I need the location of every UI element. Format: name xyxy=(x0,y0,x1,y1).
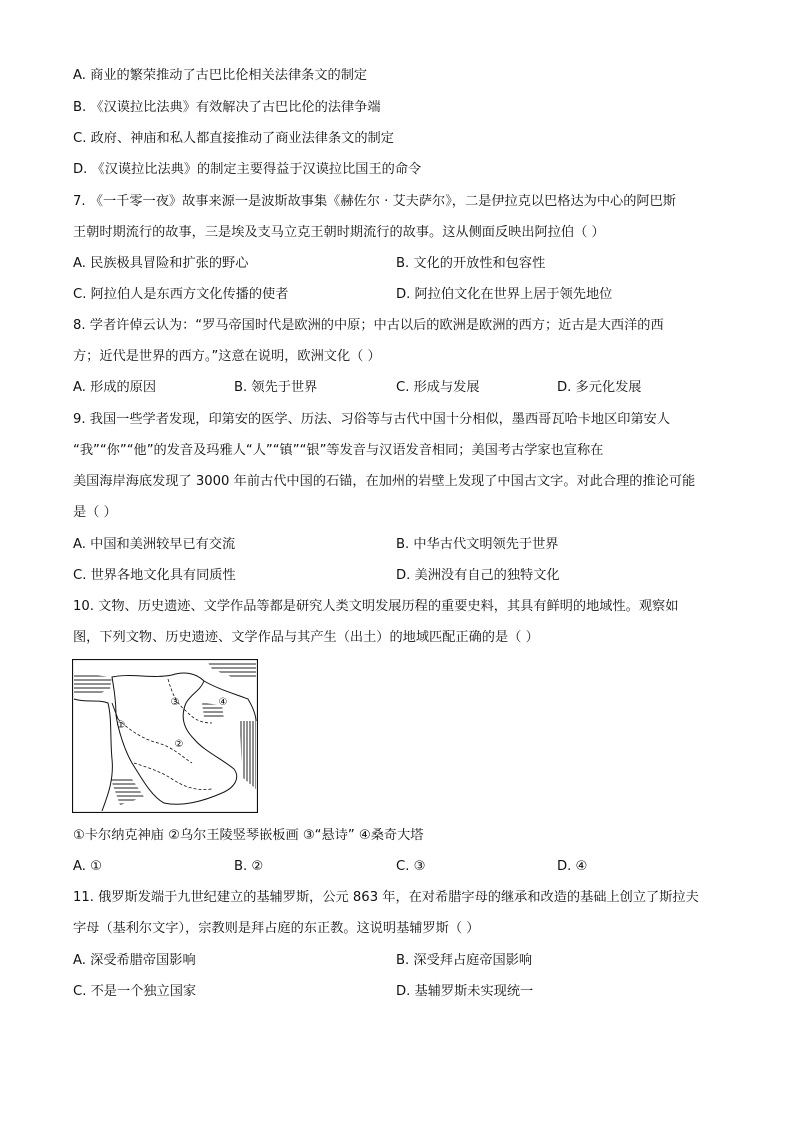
q9-stem-line-2: “我”“你”“他”的发音及玛雅人“人”“镇”“银”等发音与汉语发音相同；美国考古学家也宣称在 xyxy=(73,443,604,458)
q8-option-d: D. 多元化发展 xyxy=(557,380,642,395)
q10-option-a: A. ① xyxy=(73,859,102,874)
q7-stem-line-2: 王朝时期流行的故事，三是埃及支马立克王朝时期流行的故事。这从侧面反映出阿拉伯（ ） xyxy=(73,225,605,240)
q10-option-c: C. ③ xyxy=(396,859,426,874)
q6-option-c: C. 政府、神庙和私人都直接推动了商业法律条文的制定 xyxy=(73,131,394,146)
map-label-4: ④ xyxy=(218,697,228,708)
q10-stem-line-1: 10. 文物、历史遗迹、文学作品等都是研究人类文明发展历程的重要史料，其具有鲜明的地域性。观察如 xyxy=(73,599,679,614)
q10-option-d: D. ④ xyxy=(557,859,588,874)
q8-stem-line-1: 8. 学者许倬云认为：“罗马帝国时代是欧洲的中原；中古以后的欧洲是欧洲的西方；近古是大西洋的西 xyxy=(73,318,664,333)
q11-option-c: C. 不是一个独立国家 xyxy=(73,984,197,999)
q11-option-a: A. 深受希腊帝国影响 xyxy=(73,953,196,968)
q9-option-c: C. 世界各地文化具有同质性 xyxy=(73,568,236,583)
q11-option-b: B. 深受拜占庭帝国影响 xyxy=(396,953,533,968)
q6-option-a: A. 商业的繁荣推动了古巴比伦相关法律条文的制定 xyxy=(73,68,368,83)
q11-stem-line-2: 字母（基利尔文字），宗教则是拜占庭的东正教。这说明基辅罗斯（ ） xyxy=(73,921,480,936)
q9-stem-line-3: 美国海岸海底发现了 3000 年前古代中国的石锚，在加州的岩壁上发现了中国古文字。对此合理的推论可能 xyxy=(73,474,696,489)
map-label-1: ① xyxy=(116,720,126,731)
q8-stem-line-2: 方；近代是世界的西方。”这意在说明，欧洲文化（ ） xyxy=(73,349,381,364)
q10-stem-line-2: 图，下列文物、历史遗迹、文学作品与其产生（出土）的地域匹配正确的是（ ） xyxy=(73,630,539,645)
q7-option-d: D. 阿拉伯文化在世界上居于领先地位 xyxy=(396,287,613,302)
q7-option-c: C. 阿拉伯人是东西方文化传播的使者 xyxy=(73,287,289,302)
q11-stem-line-1: 11. 俄罗斯发端于九世纪建立的基辅罗斯，公元 863 年，在对希腊字母的继承和改造的基础上创立了斯拉夫 xyxy=(73,890,699,905)
q8-option-a: A. 形成的原因 xyxy=(73,380,157,395)
q7-option-a: A. 民族极具冒险和扩张的野心 xyxy=(73,256,249,271)
q9-stem-line-4: 是（ ） xyxy=(73,505,117,520)
map-label-2: ② xyxy=(174,739,184,750)
q10-items-line: ①卡尔纳克神庙 ②乌尔王陵竖琴嵌板画 ③“悬诗” ④桑奇大塔 xyxy=(73,828,424,843)
q8-option-b: B. 领先于世界 xyxy=(234,380,318,395)
q9-option-d: D. 美洲没有自己的独特文化 xyxy=(396,568,560,583)
q10-option-b: B. ② xyxy=(234,859,264,874)
map-label-3: ③ xyxy=(170,697,180,708)
middle-east-map xyxy=(72,659,258,813)
q9-option-a: A. 中国和美洲较早已有交流 xyxy=(73,537,236,552)
q6-option-d: D. 《汉谟拉比法典》的制定主要得益于汉谟拉比国王的命令 xyxy=(73,162,422,177)
q8-option-c: C. 形成与发展 xyxy=(396,380,480,395)
q7-stem-line-1: 7. 《一千零一夜》故事来源一是波斯故事集《赫佐尔 · 艾夫萨尔》，二是伊拉克以巴格达为中心的阿巴斯 xyxy=(73,194,676,209)
q7-option-b: B. 文化的开放性和包容性 xyxy=(396,256,546,271)
q9-option-b: B. 中华古代文明领先于世界 xyxy=(396,537,559,552)
q11-option-d: D. 基辅罗斯未实现统一 xyxy=(396,984,534,999)
q6-option-b: B. 《汉谟拉比法典》有效解决了古巴比伦的法律争端 xyxy=(73,100,381,115)
q9-stem-line-1: 9. 我国一些学者发现，印第安的医学、历法、习俗等与古代中国十分相似，墨西哥瓦哈卡地区印第安人 xyxy=(73,412,671,427)
